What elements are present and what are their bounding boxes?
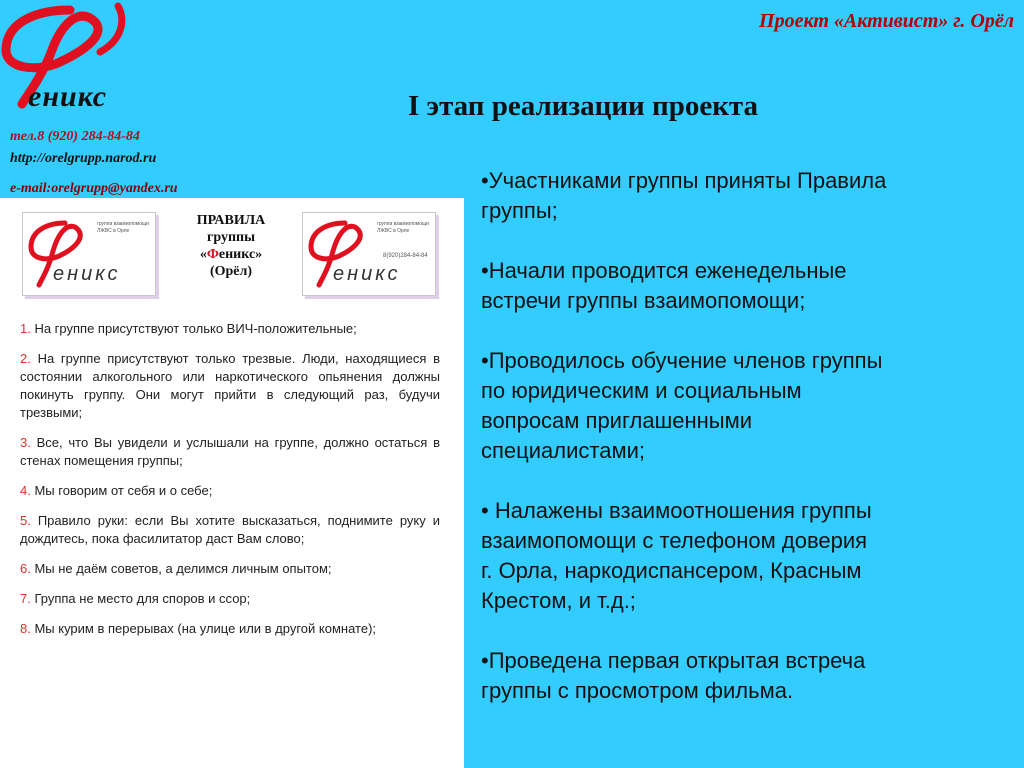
rule-text: Группа не место для споров и ссор;	[30, 591, 251, 606]
rules-heading-line3	[160, 246, 302, 263]
rules-heading-rest: еникс»	[218, 247, 263, 262]
project-name: Проект «Активист» г. Орёл	[759, 10, 1014, 32]
rule-number: 5.	[20, 513, 31, 528]
card-phone: 8(920)284-84-84	[383, 253, 428, 259]
logo-card-right	[302, 212, 436, 296]
rule-number: 2.	[20, 351, 31, 366]
rule-item	[20, 590, 440, 608]
rules-heading-f: Ф	[206, 247, 219, 262]
rule-text: На группе присутствуют только ВИЧ-положительные;	[30, 321, 357, 336]
rule-number: 4.	[20, 483, 31, 498]
slide-title: I этап реализации проекта	[408, 90, 759, 122]
rule-number: 1.	[20, 321, 31, 336]
rules-heading-line1: ПРАВИЛА	[196, 213, 266, 228]
bullet-item: •Начали проводится еженедельные встречи группы взаимопомощи;	[481, 258, 847, 313]
rule-number: 8.	[20, 621, 31, 636]
logo-text: еникс	[28, 80, 108, 113]
rule-item	[20, 482, 440, 500]
rule-text: На группе присутствуют только трезвые. Люди, находящиеся в состоянии алкогольного или наркотического опьянения должны покинуть группу. Они могут прийти в следующий раз, будучи трезвыми;	[20, 351, 440, 420]
rule-item	[20, 560, 440, 578]
rule-number: 7.	[20, 591, 31, 606]
feniks-logo	[0, 0, 150, 113]
rules-list	[20, 320, 440, 650]
rule-number: 6.	[20, 561, 31, 576]
rule-text: Мы не даём советов, а делимся личным опытом;	[30, 561, 332, 576]
rule-item	[20, 320, 440, 338]
contact-email[interactable]: e-mail:orelgrupp@yandex.ru	[10, 181, 178, 196]
rules-heading	[160, 212, 302, 280]
bullet-item: • Налажены взаимоотношения группы взаимопомощи с телефоном доверия г. Орла, наркодиспансером, Красным Крестом, и т.д.;	[481, 498, 872, 613]
bullet-list	[481, 166, 981, 706]
rule-item	[20, 350, 440, 422]
rule-item	[20, 512, 440, 548]
rule-text: Мы курим в перерывах (на улице или в другой комнате);	[30, 621, 377, 636]
contacts-block	[10, 126, 178, 200]
rule-item	[20, 434, 440, 470]
contact-url[interactable]: http://orelgrupp.narod.ru	[10, 151, 157, 166]
rules-heading-line4: (Орёл)	[209, 264, 253, 279]
quote-open: «	[199, 247, 207, 262]
contact-phone: тел.8 (920) 284-84-84	[10, 129, 140, 144]
rule-item	[20, 620, 440, 638]
bullet-item: •Проведена первая открытая встреча группы с просмотром фильма.	[481, 648, 866, 703]
logo-card-left	[22, 212, 156, 296]
bullet-item: •Участниками группы приняты Правила группы;	[481, 168, 887, 223]
card-caption: группа взаимопомощи ЛЖВС в Орле	[377, 221, 429, 234]
card-name: еникс	[53, 263, 121, 285]
rule-text: Правило руки: если Вы хотите высказаться, поднимите руку и дождитесь, пока фасилитатор даст Вам слово;	[20, 513, 440, 546]
card-caption: группа взаимопомощи ЛЖВС в Орле	[97, 221, 149, 234]
bullet-item: •Проводилось обучение членов группы по юридическим и социальным вопросам приглашенными специалистами;	[481, 348, 883, 463]
card-name: еникс	[333, 263, 401, 285]
rules-document	[0, 198, 464, 768]
rules-heading-line2: группы	[206, 230, 256, 245]
rule-number: 3.	[20, 435, 31, 450]
rule-text: Все, что Вы увидели и услышали на группе, должно остаться в стенах помещения группы;	[20, 435, 440, 468]
rule-text: Мы говорим от себя и о себе;	[30, 483, 213, 498]
